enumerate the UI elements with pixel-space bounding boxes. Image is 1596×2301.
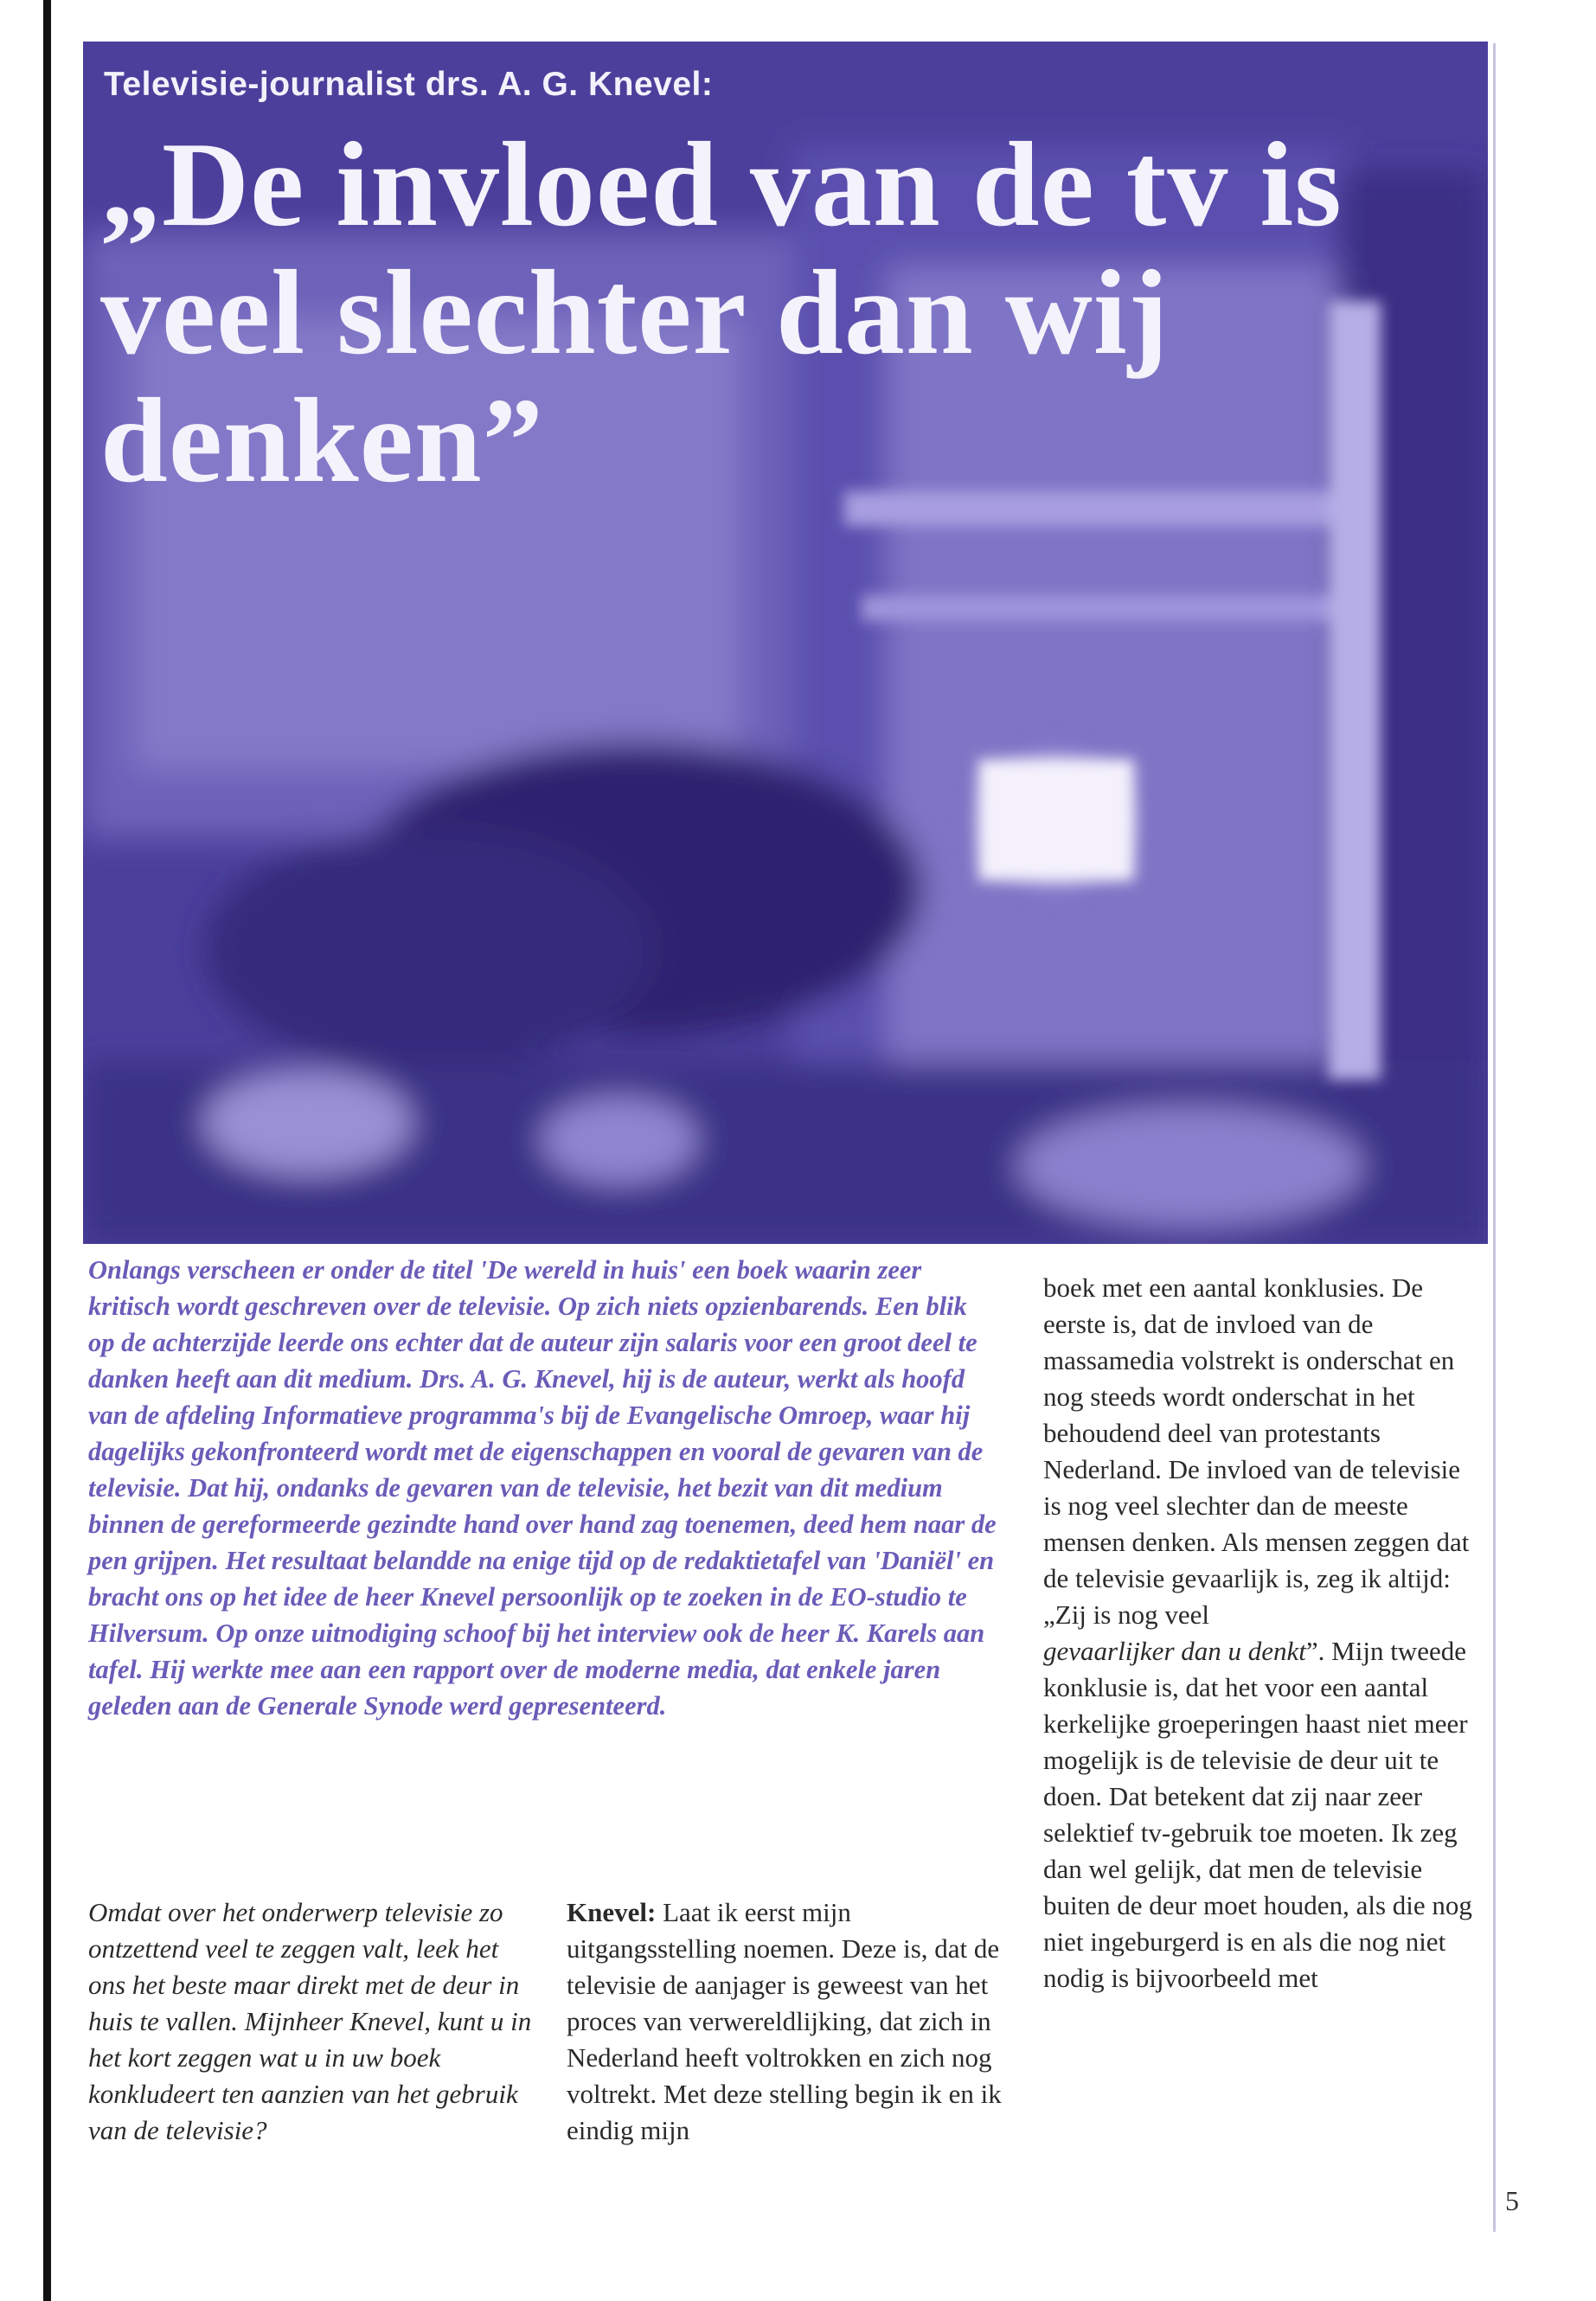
answer-column-1 bbox=[567, 1894, 1008, 2149]
answer-text-1: Laat ik eerst mijn uitgangsstelling noemen. Deze is, dat de televisie de aanjager is geweest van het proces van verwereldlijking, dat zich in Nederland heeft voltrokken en zich nog voltrekt. Met deze stelling begin ik en ik eindig mijn bbox=[567, 1897, 1002, 2145]
answer-text-2b: ”. Mijn tweede konklusie is, dat het voor een aantal kerkelijke groeperingen haast niet meer mogelijk is de televisie de deur uit te doen. Dat betekent dat zij naar zeer selektief tv-gebruik toe moeten. Ik zeg dan wel gelijk, dat men de televisie buiten de deur moet houden, als die nog niet ingeburgerd is en als die nog niet nodig is bijvoorbeeld met bbox=[1043, 1636, 1472, 1993]
headline: „De invloed van de tv is veel slechter dan wij denken” bbox=[100, 118, 1343, 508]
right-margin-rule bbox=[1493, 43, 1496, 2232]
kicker: Televisie-journalist drs. A. G. Knevel: bbox=[104, 66, 714, 103]
page-number: 5 bbox=[1505, 2185, 1519, 2216]
hero-photo bbox=[83, 42, 1488, 1244]
answer-text-italic: gevaarlijker dan u denkt bbox=[1043, 1636, 1306, 1666]
answer-text-2a: boek met een aantal konklusies. De eerste is, dat de invloed van de massamedia volstrekt is onderschat en nog steeds wordt onderschat in het behoudend deel van protestants Nederland. De invloed van de televisie is nog veel slechter dan de meeste mensen denken. Als mensen zeggen dat de televisie gevaarlijk is, zeg ik altijd: „Zij is nog veel bbox=[1043, 1272, 1470, 1630]
left-margin-rule bbox=[43, 0, 51, 2301]
speaker-label: Knevel: bbox=[567, 1897, 657, 1927]
answer-column-2 bbox=[1043, 1270, 1484, 1997]
interview-question: Omdat over het onderwerp televisie zo ontzettend veel te zeggen valt, leek het ons het beste maar direkt met de deur in huis te vallen. Mijnheer Knevel, kunt u in het kort zeggen wat u in uw boek konkludeert ten aanzien van het gebruik van de televisie? bbox=[88, 1897, 532, 2145]
intro-paragraph: Onlangs verscheen er onder de titel 'De wereld in huis' een boek waarin zeer kritisch wordt geschreven over de televisie. Op zich niets opzienbarends. Een blik op de achterzijde leerde ons echter dat de auteur zijn salaris voor een groot deel te danken heeft aan dit medium. Drs. A. G. Knevel, hij is de auteur, werkt als hoofd van de afdeling Informatieve programma's bij de Evangelische Omroep, waar hij dagelijks gekonfronteerd wordt met de eigenschappen en vooral de gevaren van de televisie. Dat hij, ondanks de gevaren van de televisie, het bezit van dit medium binnen de gereformeerde gezindte hand over hand zag toenemen, deed hem naar de pen grijpen. Het resultaat belandde na enige tijd op de redaktietafel van 'Daniël' en bracht ons op het idee de heer Knevel persoonlijk op te zoeken in de EO-studio te Hilversum. Op onze uitnodiging schoof bij het interview ook de heer K. Karels aan tafel. Hij werkte mee aan een rapport over de moderne media, dat enkele jaren geleden aan de Generale Synode werd gepresenteerd. bbox=[88, 1255, 997, 1721]
